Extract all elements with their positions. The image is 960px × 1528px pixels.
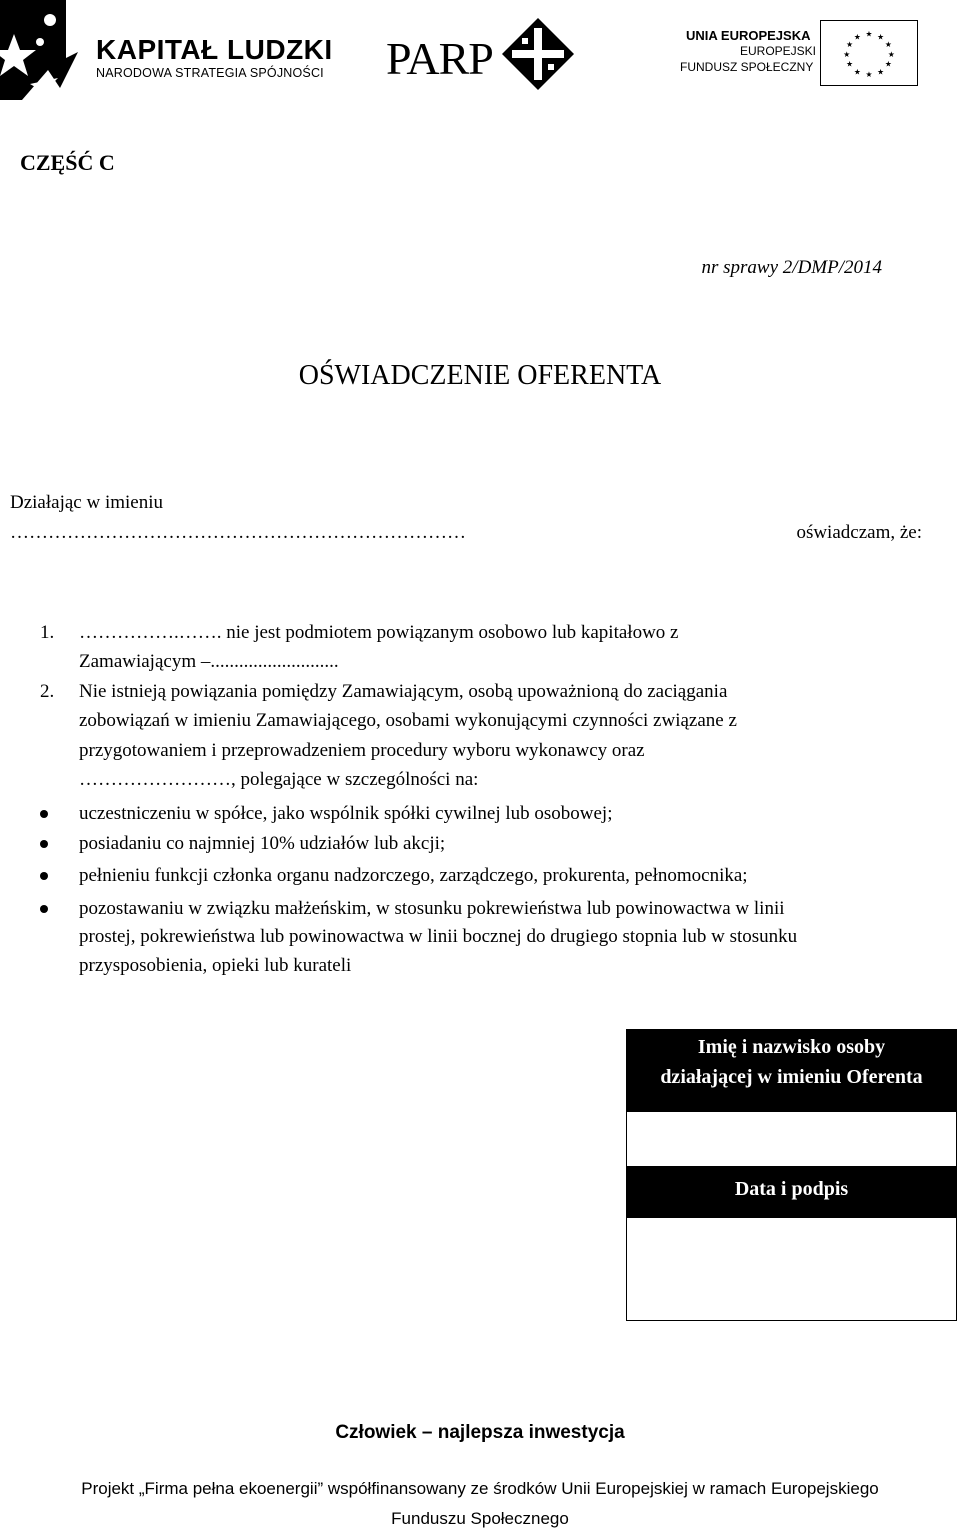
bullet-3-line-1: pełnieniu funkcji członka organu nadzorczego, zarządczego, prokurenta, pełnomocnika; [79,865,748,886]
kapital-ludzki-logo [0,0,340,100]
intro-fill-line [10,518,922,548]
svg-text:★: ★ [853,67,861,77]
signature-name-header [627,1030,956,1112]
svg-text:★: ★ [865,70,873,80]
bullet-4-line-3: przysposobienia, opieki lub kurateli [79,955,352,976]
item-2-line-3: przygotowaniem i przeprowadzeniem procedury wyboru wykonawcy oraz [79,740,645,761]
eu-flag-icon [820,20,918,86]
item-2-line-4: ……………………, polegające w szczególności na: [79,769,479,790]
bullet-4-line-2: prostej, pokrewieństwa lub powinowactwa w linii bocznej do drugiego stopnia lub w stosunku [79,926,798,947]
kapital-ludzki-star-icon [0,0,90,100]
bullet-1-line-1: uczestniczeniu w spółce, jako wspólnik spółki cywilnej lub osobowej; [79,803,613,824]
footer-project-line-2: Funduszu Społecznego [391,1509,569,1528]
intro-dots: ……………………………………………………………… [10,522,466,543]
bullet-marker [40,872,48,880]
case-number: nr sprawy 2/DMP/2014 [701,257,882,278]
eu-fund-line2: FUNDUSZ SPOŁECZNY [680,60,814,74]
page-header [0,0,960,100]
parp-name: PARP [386,33,493,84]
footer-project-line-1: Projekt „Firma pełna ekoenergii” współfinansowany ze środków Unii Europejskiej w ramach Europejskiego [81,1479,879,1498]
kapital-ludzki-subtitle: NARODOWA STRATEGIA SPÓJNOŚCI [96,66,324,80]
document-title: OŚWIADCZENIE OFERENTA [298,360,662,391]
signature-name-line-2: działającej w imieniu Oferenta [660,1066,923,1088]
svg-text:★: ★ [853,32,861,42]
signature-box [626,1029,957,1321]
item-1-line-2: Zamawiającym –........................... [79,651,339,672]
parp-diamond-icon [502,18,574,90]
bullet-4-line-1: pozostawaniu w związku małżeńskim, w stosunku pokrewieństwa lub powinowactwa w linii [79,898,785,919]
bullet-marker [40,810,48,818]
svg-text:★: ★ [877,32,885,42]
item-1-number: 1. [40,622,55,643]
svg-text:★: ★ [884,59,892,69]
intro-text: Działając w imieniu [10,492,163,513]
section-label: CZĘŚĆ C [20,150,115,175]
signature-name-line-1: Imię i nazwisko osoby [697,1036,886,1058]
svg-text:★: ★ [846,59,854,69]
parp-logo [384,14,584,94]
svg-text:★: ★ [846,40,854,50]
eu-name: UNIA EUROPEJSKA [686,28,811,43]
footer-project-info [0,1474,960,1528]
footer-slogan: Człowiek – najlepsza inwestycja [335,1422,625,1443]
eu-fund-line1: EUROPEJSKI [740,44,817,58]
item-2-number: 2. [40,681,55,702]
svg-text:★: ★ [843,49,851,59]
svg-text:★: ★ [865,29,873,39]
svg-text:★: ★ [884,40,892,50]
bullet-marker [40,905,48,913]
item-1-line-1: …………….……. nie jest podmiotem powiązanym osobowo lub kapitałowo z [79,622,679,643]
signature-date-header: Data i podpis [627,1166,956,1218]
item-2-line-1: Nie istnieją powiązania pomiędzy Zamawiającym, osobą upoważnioną do zaciągania [79,681,728,702]
bullet-marker [40,840,48,848]
item-2-line-2: zobowiązań w imieniu Zamawiającego, osobami wykonującymi czynności związane z [79,710,737,731]
kapital-ludzki-title: KAPITAŁ LUDZKI [96,34,333,65]
bullet-2-line-1: posiadaniu co najmniej 10% udziałów lub akcji; [79,833,446,854]
intro-suffix: oświadczam, że: [796,522,922,543]
svg-text:★: ★ [877,67,885,77]
svg-text:★: ★ [887,49,895,59]
eu-logo [678,18,918,88]
